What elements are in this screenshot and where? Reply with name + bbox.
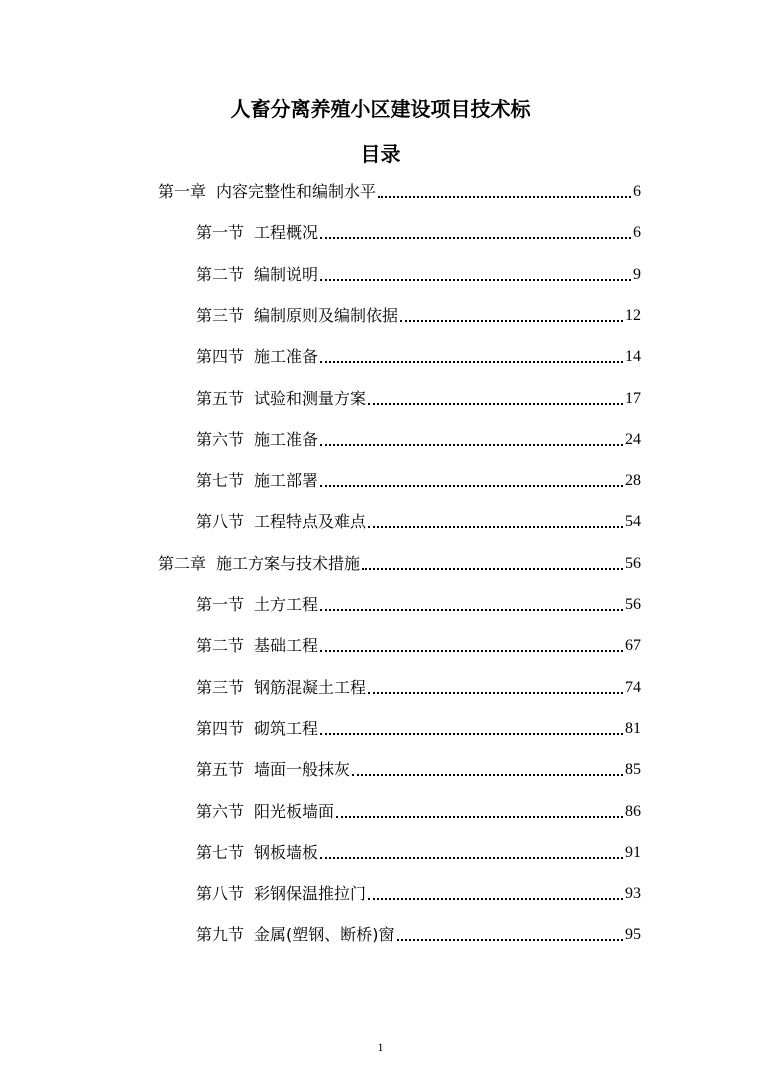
toc-section-entry[interactable]: [196, 593, 641, 617]
toc-dot-leader: [320, 236, 631, 239]
toc-entry-number: 第二章: [158, 554, 207, 573]
document-title: 人畜分离养殖小区建设项目技术标: [230, 97, 531, 121]
toc-section-entry[interactable]: [196, 263, 641, 287]
toc-entry-number: 第七节: [196, 471, 245, 490]
toc-entry-page: 85: [625, 761, 641, 778]
toc-entry-title: 墙面一般抹灰: [254, 760, 351, 779]
toc-section-entry[interactable]: [196, 717, 641, 741]
toc-entry-page: 86: [625, 803, 641, 820]
toc-dot-leader: [320, 732, 623, 735]
toc-entry-page: 14: [625, 348, 641, 365]
toc-dot-leader: [368, 897, 623, 900]
toc-entry-title: 施工部署: [254, 471, 319, 490]
toc-dot-leader: [320, 608, 623, 611]
toc-entry-number: 第九节: [196, 925, 245, 944]
toc-entry-page: 56: [625, 555, 641, 572]
toc-entry-page: 6: [633, 183, 641, 200]
toc-entry-page: 91: [625, 844, 641, 861]
toc-entry-number: 第八节: [196, 512, 245, 531]
toc-entry-title: 彩钢保温推拉门: [254, 884, 367, 903]
toc-section-entry[interactable]: [196, 221, 641, 245]
toc-entry-page: 67: [625, 637, 641, 654]
toc-entry-number: 第五节: [196, 389, 245, 408]
toc-chapter-entry[interactable]: [158, 552, 641, 576]
toc-entry-number: 第一节: [196, 595, 245, 614]
toc-section-entry[interactable]: [196, 634, 641, 658]
toc-section-entry[interactable]: [196, 510, 641, 534]
toc-entry-number: 第一节: [196, 223, 245, 242]
toc-entry-title: 工程特点及难点: [254, 512, 367, 531]
toc-section-entry[interactable]: [196, 882, 641, 906]
toc-entry-page: 95: [625, 926, 641, 943]
toc-entry-number: 第一章: [158, 182, 207, 201]
toc-entry-number: 第六节: [196, 802, 245, 821]
page-number: 1: [377, 1040, 384, 1054]
toc-section-entry[interactable]: [196, 758, 641, 782]
toc-entry-page: 6: [633, 224, 641, 241]
toc-entry-page: 12: [625, 307, 641, 324]
toc-entry-number: 第八节: [196, 884, 245, 903]
toc-entry-title: 编制原则及编制依据: [254, 306, 399, 325]
toc-entry-number: 第六节: [196, 430, 245, 449]
toc-entry-title: 工程概况: [254, 223, 319, 242]
toc-section-entry[interactable]: [196, 345, 641, 369]
toc-entry-title: 施工准备: [254, 347, 319, 366]
toc-dot-leader: [400, 319, 623, 322]
toc-entry-title: 编制说明: [254, 265, 319, 284]
toc-entry-title: 内容完整性和编制水平: [216, 182, 377, 201]
toc-dot-leader: [378, 195, 631, 198]
toc-entry-number: 第二节: [196, 265, 245, 284]
toc-dot-leader: [397, 938, 623, 941]
toc-section-entry[interactable]: [196, 304, 641, 328]
toc-entry-title: 金属(塑钢、断桥)窗: [254, 925, 395, 944]
toc-entry-page: 54: [625, 513, 641, 530]
toc-entry-title: 阳光板墙面: [254, 802, 335, 821]
toc-dot-leader: [368, 691, 623, 694]
toc-dot-leader: [336, 815, 623, 818]
toc-entry-title: 基础工程: [254, 636, 319, 655]
toc-entry-page: 24: [625, 431, 641, 448]
toc-dot-leader: [368, 402, 623, 405]
toc-dot-leader: [320, 443, 623, 446]
toc-entry-page: 56: [625, 596, 641, 613]
toc-section-entry[interactable]: [196, 387, 641, 411]
toc-entry-title: 施工准备: [254, 430, 319, 449]
toc-entry-title: 施工方案与技术措施: [216, 554, 361, 573]
toc-section-entry[interactable]: [196, 676, 641, 700]
toc-section-entry[interactable]: [196, 428, 641, 452]
toc-dot-leader: [320, 856, 623, 859]
toc-dot-leader: [320, 649, 623, 652]
toc-heading: 目录: [360, 142, 401, 166]
toc-entry-page: 17: [625, 390, 641, 407]
toc-entry-title: 试验和测量方案: [254, 389, 367, 408]
toc-entry-page: 9: [633, 266, 641, 283]
toc-entry-title: 砌筑工程: [254, 719, 319, 738]
toc-dot-leader: [320, 278, 631, 281]
toc-entry-page: 28: [625, 472, 641, 489]
toc-dot-leader: [352, 773, 623, 776]
toc-section-entry[interactable]: [196, 800, 641, 824]
toc-entry-page: 93: [625, 885, 641, 902]
toc-entry-number: 第三节: [196, 678, 245, 697]
toc-entry-number: 第七节: [196, 843, 245, 862]
toc-dot-leader: [362, 567, 623, 570]
toc-dot-leader: [368, 525, 623, 528]
toc-entry-page: 81: [625, 720, 641, 737]
toc-section-entry[interactable]: [196, 469, 641, 493]
toc-entry-title: 钢筋混凝土工程: [254, 678, 367, 697]
toc-chapter-entry[interactable]: [158, 180, 641, 204]
toc-dot-leader: [320, 360, 623, 363]
toc-entry-title: 土方工程: [254, 595, 319, 614]
toc-entry-number: 第二节: [196, 636, 245, 655]
toc-entry-number: 第四节: [196, 719, 245, 738]
toc-entry-title: 钢板墙板: [254, 843, 319, 862]
toc-dot-leader: [320, 484, 623, 487]
toc-entry-number: 第四节: [196, 347, 245, 366]
toc-entry-page: 74: [625, 679, 641, 696]
toc-section-entry[interactable]: [196, 841, 641, 865]
toc-section-entry[interactable]: [196, 923, 641, 947]
toc-entry-number: 第五节: [196, 760, 245, 779]
toc-entry-number: 第三节: [196, 306, 245, 325]
